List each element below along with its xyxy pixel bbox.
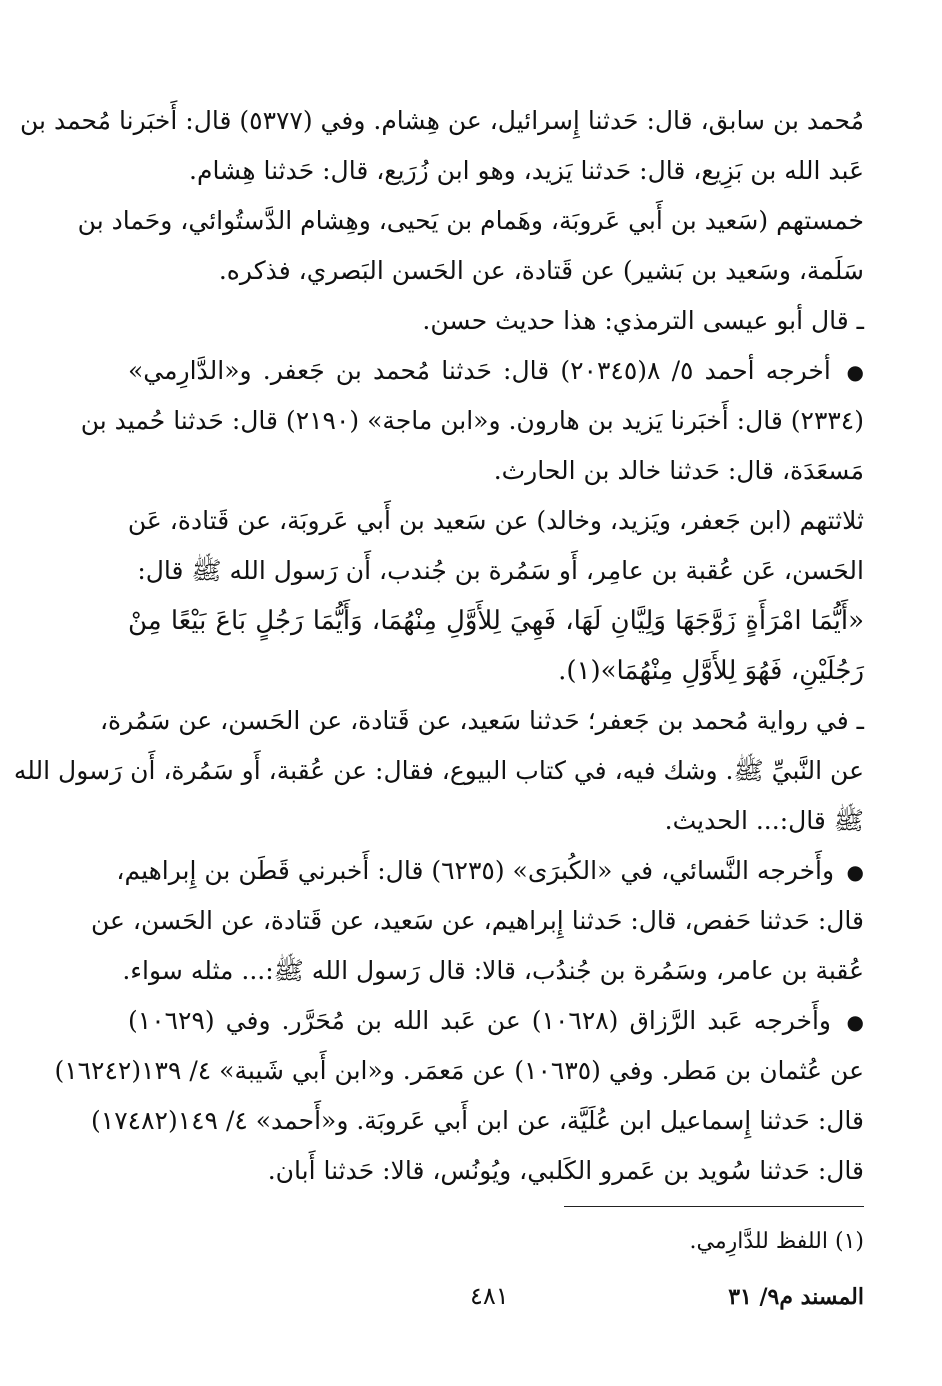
main-text — [13, 96, 864, 1196]
text-line: خمستهم (سَعيد بن أَبي عَروبَة، وهَمام بن يَحيى، وهِشام الدَّستُوائي، وحَماد بن — [77, 206, 864, 235]
bullet-line — [128, 346, 864, 396]
text-line: عَبد الله بن بَزِيع، قال: حَدثنا يَزيد، وهو ابن زُرَيع، قال: حَدثنا هِشام. — [189, 156, 864, 185]
footnote: (١) اللفظ للدَّارِمي. — [689, 1229, 864, 1254]
text-line: مُحمد بن سابق، قال: حَدثنا إِسرائيل، عن هِشام. وفي (٥٣٧٧) قال: أَخبَرنا مُحمد بن — [20, 106, 864, 135]
text-span: وأَخرجه عَبد الرَّزاق (١٠٦٢٨) عن عَبد الله بن مُحَرَّر. وفي (١٠٦٢٩) — [128, 1006, 831, 1035]
page-number: ٤٨١ — [470, 1282, 509, 1310]
bullet-line — [128, 996, 864, 1046]
bullet-line — [116, 846, 864, 896]
text-span: وأَخرجه النَّسائي، في «الكُبرَى» (٦٢٣٥) قال: أَخبرني قَطَن بن إِبراهيم، — [116, 856, 835, 885]
bullet-dot-icon: ● — [846, 860, 864, 884]
footnote-divider — [564, 1206, 864, 1207]
text-span: أخرجه أحمد ٥/ ٨(٢٠٣٤٥) قال: حَدثنا مُحمد بن جَعفر. و«الدَّارِمي» — [128, 356, 831, 385]
text-line: (٢٣٣٤) قال: أَخبَرنا يَزيد بن هارون. و«ابن ماجة» (٢١٩٠) قال: حَدثنا حُميد بن — [80, 406, 864, 435]
text-line: ثلاثتهم (ابن جَعفر، ويَزيد، وخالد) عن سَعيد بن أَبي عَروبَة، عن قَتادة، عَن — [127, 506, 864, 535]
hadith-quote-line: رَجُلَيْنِ، فَهُوَ لِلأَوَّلِ مِنْهُمَا»(١). — [558, 656, 864, 686]
signature-mark: المسند م٩/ ٣١ — [728, 1284, 864, 1310]
text-line: قال: حَدثنا حَفص، قال: حَدثنا إِبراهيم، عن سَعيد، عن قَتادة، عن الحَسن، عن — [91, 906, 864, 935]
hadith-quote-line: «أَيُّمَا امْرَأَةٍ زَوَّجَهَا وَلِيَّانِ لَهَا، فَهِيَ لِلأَوَّلِ مِنْهُمَا، وَأَيُّمَا رَجُلٍ بَاعَ بَيْعًا مِنْ — [128, 606, 864, 636]
text-line: عن النَّبيِّ ﷺ. وشك فيه، في كتاب البيوع، فقال: عن عُقبة، أَو سَمُرة، أَن رَسول الله — [13, 756, 864, 785]
bullet-dot-icon: ● — [846, 360, 864, 384]
text-line: قال: حَدثنا إِسماعيل ابن عُلَيَّة، عن ابن أَبي عَروبَة. و«أَحمد» ٤/ ١٤٩(١٧٤٨٢) — [91, 1106, 864, 1135]
text-line: الحَسن، عَن عُقبة بن عامِر، أَو سَمُرة بن جُندب، أَن رَسول الله ﷺ قال: — [137, 556, 864, 585]
text-line: قال: حَدثنا سُويد بن عَمرو الكَلبي، ويُونُس، قالا: حَدثنا أَبان. — [267, 1156, 864, 1185]
text-line: مَسعَدَة، قال: حَدثنا خالد بن الحارث. — [493, 456, 864, 485]
text-line: ـ قال أبو عيسى الترمذي: هذا حديث حسن. — [422, 306, 864, 335]
text-line: سَلَمة، وسَعيد بن بَشير) عن قَتادة، عن الحَسن البَصري، فذكره. — [218, 256, 864, 285]
bullet-dot-icon: ● — [846, 1010, 864, 1034]
text-line: ﷺ قال:... الحديث. — [664, 806, 864, 835]
text-line: عُقبة بن عامر، وسَمُرة بن جُندُب، قالا: قال رَسول الله ﷺ:... مثله سواء. — [122, 956, 864, 985]
text-line: ـ في رواية مُحمد بن جَعفر؛ حَدثنا سَعيد، عن قَتادة، عن الحَسن، عن سَمُرة، — [99, 706, 864, 735]
text-line: عن عُثمان بن مَطر. وفي (١٠٦٣٥) عن مَعمَر. و«ابن أَبي شَيبة» ٤/ ١٣٩(١٦٢٤٢) — [54, 1056, 864, 1085]
